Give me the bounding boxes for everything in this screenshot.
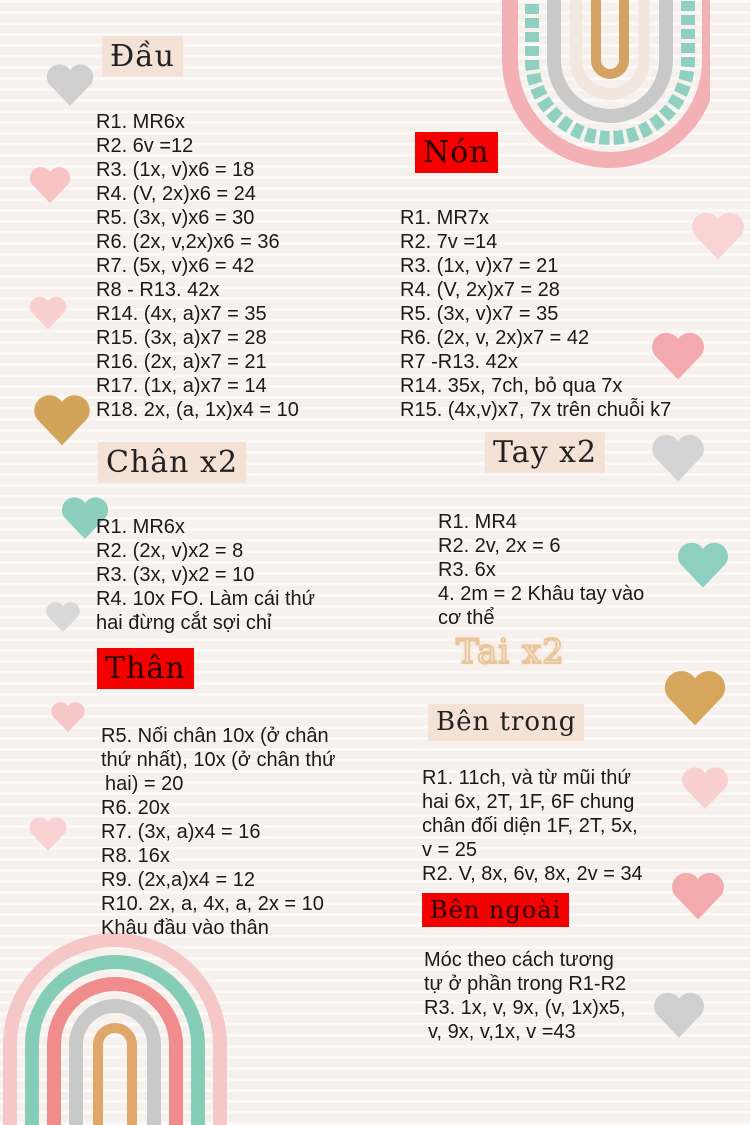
pattern-line: R4. 10x FO. Làm cái thứ (96, 588, 316, 610)
section-title-chan: Chân x2 (98, 442, 246, 483)
heart-icon (652, 990, 706, 1040)
heart-icon (690, 210, 746, 262)
pattern-line: R7 -R13. 42x (400, 351, 518, 373)
section-tay-lines (438, 510, 644, 630)
section-title-ben-trong: Bên trong (428, 704, 584, 741)
pattern-line: R14. 35x, 7ch, bỏ qua 7x (400, 375, 623, 397)
heart-icon (670, 870, 726, 922)
section-title-non: Nón (415, 132, 498, 173)
pattern-line: tự ở phần trong R1-R2 (424, 973, 627, 995)
heart-icon (680, 765, 730, 811)
section-title-tay: Tay x2 (485, 432, 605, 473)
pattern-line: R2. V, 8x, 6v, 8x, 2v = 34 (422, 863, 643, 885)
heart-icon (45, 62, 95, 108)
pattern-line: R5. Nối chân 10x (ở chân (101, 725, 329, 747)
pattern-line: thứ nhất), 10x (ở chân thứ (101, 749, 336, 771)
pattern-line: R10. 2x, a, 4x, a, 2x = 10 (101, 893, 324, 915)
section-title-dau: Đầu (102, 36, 183, 77)
pattern-line: R2. 6v =12 (96, 135, 194, 157)
pattern-line: R3. (1x, v)x6 = 18 (96, 159, 255, 181)
pattern-line: R2. 2v, 2x = 6 (438, 535, 561, 557)
pattern-line: R3. (1x, v)x7 = 21 (400, 255, 559, 277)
section-than-lines (101, 724, 335, 940)
pattern-line: Móc theo cách tương (424, 949, 614, 971)
heart-icon (650, 432, 706, 484)
pattern-line: R18. 2x, (a, 1x)x4 = 10 (96, 399, 299, 421)
pattern-line: R5. (3x, v)x6 = 30 (96, 207, 255, 229)
pattern-line: R1. MR4 (438, 511, 517, 533)
pattern-line: R2. (2x, v)x2 = 8 (96, 540, 244, 562)
pattern-line: R6. 20x (101, 797, 170, 819)
pattern-line: R2. 7v =14 (400, 231, 498, 253)
pattern-line: v, 9x, v,1x, v =43 (428, 1021, 576, 1043)
heart-icon (662, 668, 728, 728)
pattern-line: chân đối diện 1F, 2T, 5x, (422, 815, 638, 837)
section-title-than: Thân (97, 648, 194, 689)
rainbow-icon (500, 0, 710, 175)
pattern-line: R3. 1x, v, 9x, (v, 1x)x5, (424, 997, 626, 1019)
pattern-line: R17. (1x, a)x7 = 14 (96, 375, 267, 397)
pattern-line: v = 25 (422, 839, 478, 861)
pattern-line: R6. (2x, v, 2x)x7 = 42 (400, 327, 590, 349)
pattern-line: R3. (3x, v)x2 = 10 (96, 564, 255, 586)
section-ben-trong-lines (422, 766, 643, 886)
pattern-line: R8 - R13. 42x (96, 279, 220, 301)
section-non-lines (400, 206, 671, 422)
pattern-line: R6. (2x, v,2x)x6 = 36 (96, 231, 280, 253)
heart-icon (32, 392, 92, 448)
pattern-line: hai đừng cắt sợi chỉ (96, 612, 272, 634)
pattern-line: R3. 6x (438, 559, 496, 581)
pattern-line: 4. 2m = 2 Khâu tay vào (438, 583, 645, 605)
heart-icon (28, 295, 68, 331)
pattern-line: R4. (V, 2x)x6 = 24 (96, 183, 256, 205)
pattern-line: R8. 16x (101, 845, 170, 867)
pattern-line: R1. 11ch, và từ mũi thứ (422, 767, 631, 789)
pattern-line: R1. MR6x (96, 516, 185, 538)
rainbow-icon (0, 925, 230, 1125)
pattern-line: cơ thể (438, 607, 495, 629)
pattern-line: R4. (V, 2x)x7 = 28 (400, 279, 560, 301)
pattern-line: R7. (5x, v)x6 = 42 (96, 255, 255, 277)
pattern-line: R1. MR6x (96, 111, 185, 133)
section-title-tai: Tai x2 (456, 632, 565, 672)
pattern-line: R15. (4x,v)x7, 7x trên chuỗi k7 (400, 399, 672, 421)
pattern-line: R14. (4x, a)x7 = 35 (96, 303, 267, 325)
heart-icon (50, 700, 86, 734)
pattern-line: R7. (3x, a)x4 = 16 (101, 821, 261, 843)
heart-icon (28, 815, 68, 853)
section-ben-ngoai-lines (424, 948, 626, 1044)
pattern-line: R1. MR7x (400, 207, 489, 229)
pattern-line: Khâu đầu vào thân (101, 917, 269, 939)
heart-icon (28, 165, 72, 205)
pattern-line: hai 6x, 2T, 1F, 6F chung (422, 791, 635, 813)
pattern-line: R9. (2x,a)x4 = 12 (101, 869, 255, 891)
pattern-line: R5. (3x, v)x7 = 35 (400, 303, 559, 325)
section-title-ben-ngoai: Bên ngoài (422, 893, 569, 927)
heart-icon (45, 600, 81, 634)
pattern-line: R15. (3x, a)x7 = 28 (96, 327, 267, 349)
pattern-line: hai) = 20 (105, 773, 184, 795)
pattern-line: R16. (2x, a)x7 = 21 (96, 351, 267, 373)
heart-icon (676, 540, 730, 590)
section-dau-lines (96, 110, 299, 422)
section-chan-lines (96, 515, 315, 635)
